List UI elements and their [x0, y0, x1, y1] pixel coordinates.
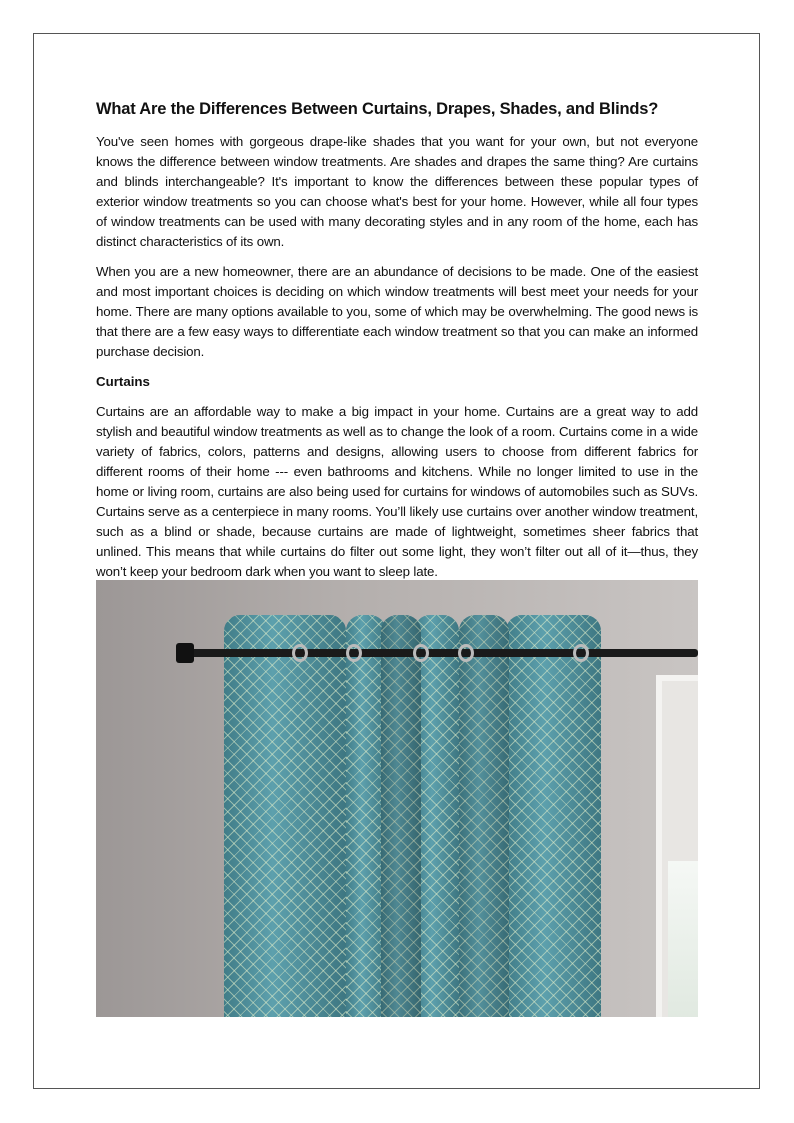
curtain-panel: [346, 615, 386, 1017]
curtain-panel: [506, 615, 601, 1017]
grommet: [346, 644, 362, 662]
section-heading-curtains: Curtains: [96, 374, 150, 389]
curtain-photo: [96, 580, 698, 1017]
window: [656, 675, 698, 1017]
curtain-panel: [381, 615, 421, 1017]
grommet: [458, 644, 474, 662]
rod-finial: [176, 643, 194, 663]
grommet: [292, 644, 308, 662]
curtain-panel: [224, 615, 346, 1017]
curtain-rod: [176, 649, 698, 657]
grommet: [413, 644, 429, 662]
curtains-paragraph: Curtains are an affordable way to make a big impact in your home. Curtains are a great way to add stylish and beautiful window treatments as well as to change the look of a room. Curtains come in a wide variety of fabrics, colors, patterns and designs, allowing users to choose from different fabrics for different rooms of their home --- even bathrooms and kitchens. While no longer limited to use in the home or living room, curtains are also being used for curtains for windows of automobiles such as SUVs. Curtains serve as a centerpiece in many rooms. You’ll likely use curtains over another window treatment, such as a blind or shade, because curtains are made of lightweight, sometimes sheer fabrics that unlined. This means that while curtains do filter out some light, they won’t filter out all of it—thus, they won’t keep your bedroom dark when you want to sleep late.: [96, 404, 698, 579]
page-title: What Are the Differences Between Curtains, Drapes, Shades, and Blinds?: [96, 100, 659, 118]
curtain-panel: [459, 615, 509, 1017]
homeowner-paragraph: When you are a new homeowner, there are an abundance of decisions to be made. One of the easiest and most important choices is deciding on which window treatments will best meet your needs for your home. There are many options available to you, some of which may be overwhelming. The good news is that there are a few easy ways to differentiate each window treatment so that you can make an informed purchase decision.: [96, 264, 698, 359]
intro-paragraph: You've seen homes with gorgeous drape-like shades that you want for your own, but not everyone knows the difference between window treatments. Are shades and drapes the same thing? Are curtains and blinds interchangeable? It's important to know the differences between these popular types of exterior window treatments so you can choose what's best for your home. However, while all four types of window treatments can be used with many decorating styles and in any room of the home, each has distinct characteristics of its own.: [96, 134, 698, 249]
grommet: [573, 644, 589, 662]
document-body: [96, 98, 698, 592]
